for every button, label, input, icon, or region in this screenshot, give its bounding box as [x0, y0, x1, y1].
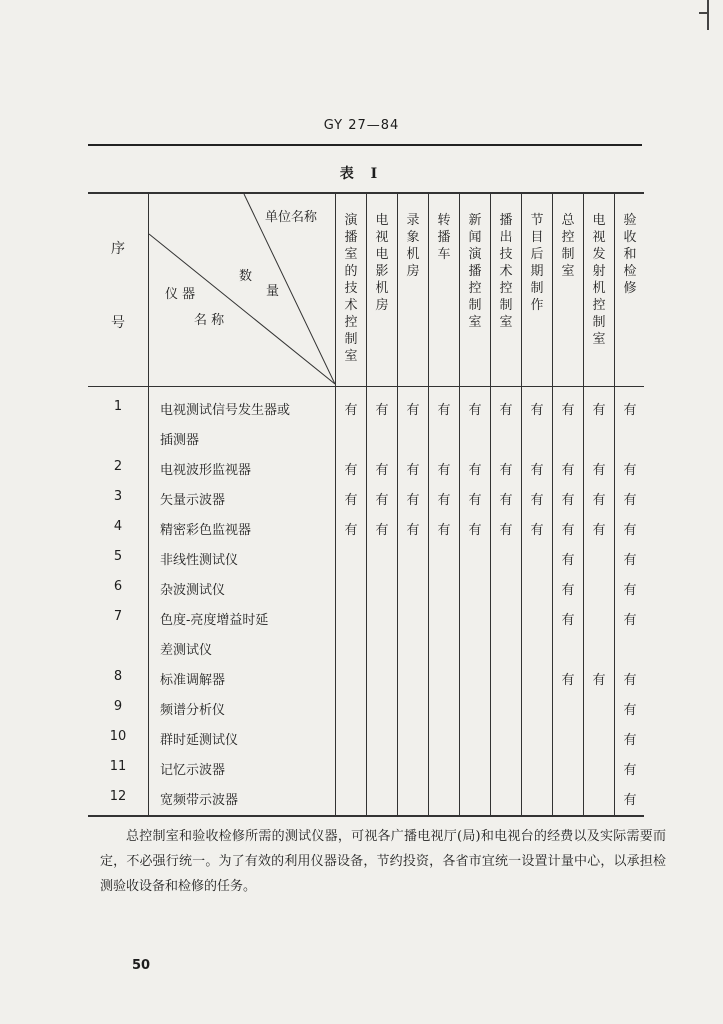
scan-edge-mark [699, 12, 709, 14]
instrument-name: 精密彩色监视器 [160, 523, 252, 538]
row-number: 8 [113, 669, 123, 684]
instrument-name: 标准调解器 [160, 673, 226, 688]
table-cell-mark: 有 [592, 403, 606, 418]
table-cell-mark: 有 [344, 463, 358, 478]
table-cell-mark: 有 [375, 493, 389, 508]
table-cell-mark: 有 [406, 403, 420, 418]
row-number: 9 [113, 699, 123, 714]
column-header: 总 控 制 室 [561, 213, 575, 279]
table-cell-mark: 有 [406, 523, 420, 538]
instrument-name: 差测试仪 [160, 643, 213, 658]
instrument-name: 电视测试信号发生器或 [160, 403, 291, 418]
row-number: 6 [113, 579, 123, 594]
corner-label-instrument: 仪 器 [165, 287, 196, 302]
table-cell-mark: 有 [499, 403, 513, 418]
table-bottom-border [88, 815, 644, 817]
column-header: 转 播 车 [437, 213, 451, 262]
table-cell-mark: 有 [499, 523, 513, 538]
table-cell-mark: 有 [623, 613, 637, 628]
table-cell-mark: 有 [375, 403, 389, 418]
column-header: 录 象 机 房 [406, 213, 420, 279]
column-header: 演 播 室 的 技 术 控 制 室 [344, 213, 358, 364]
table-cell-mark: 有 [530, 463, 544, 478]
row-number: 5 [113, 549, 123, 564]
table-cell-mark: 有 [406, 493, 420, 508]
table-cell-mark: 有 [499, 493, 513, 508]
table-cell-mark: 有 [561, 493, 575, 508]
instrument-name: 宽频带示波器 [160, 793, 239, 808]
column-header: 播 出 技 术 控 制 室 [499, 213, 513, 330]
table-cell-mark: 有 [561, 583, 575, 598]
seq-header: 序 [111, 241, 125, 257]
table-cell-mark: 有 [623, 673, 637, 688]
table-cell-mark: 有 [437, 403, 451, 418]
instrument-name: 频谱分析仪 [160, 703, 226, 718]
column-header: 新 闻 演 播 控 制 室 [468, 213, 482, 330]
table-cell-mark: 有 [561, 613, 575, 628]
table-cell-mark: 有 [468, 493, 482, 508]
column-header: 电 视 电 影 机 房 [375, 213, 389, 313]
table-cell-mark: 有 [406, 463, 420, 478]
table-cell-mark: 有 [344, 523, 358, 538]
table-cell-mark: 有 [437, 463, 451, 478]
column-header: 电 视 发 射 机 控 制 室 [592, 213, 606, 347]
table-cell-mark: 有 [592, 463, 606, 478]
table-cell-mark: 有 [623, 403, 637, 418]
column-header: 验 收 和 检 修 [623, 213, 637, 296]
table-cell-mark: 有 [468, 523, 482, 538]
corner-label-unit-name: 单位名称 [265, 210, 318, 225]
row-number: 10 [109, 729, 127, 744]
table-cell-mark: 有 [592, 523, 606, 538]
table-cell-mark: 有 [468, 463, 482, 478]
row-number: 1 [113, 399, 123, 414]
table-cell-mark: 有 [437, 493, 451, 508]
instrument-name: 记忆示波器 [160, 763, 226, 778]
corner-label-instrument: 名 称 [194, 313, 225, 328]
table-cell-mark: 有 [623, 493, 637, 508]
row-number: 4 [113, 519, 123, 534]
table-cell-mark: 有 [623, 553, 637, 568]
row-number: 7 [113, 609, 123, 624]
instrument-name: 非线性测试仪 [160, 553, 239, 568]
body-paragraph: 总控制室和验收检修所需的测试仪器，可视各广播电视厅(局)和电视台的经费以及实际需要而定，不必强行统一。为了有效的利用仪器设备，节约投资，各省市宜统一设置计量中心，以承担检测验收设备和检修的任务。 [100, 829, 666, 894]
row-number: 3 [113, 489, 123, 504]
scan-edge-mark [707, 0, 709, 30]
table-cell-mark: 有 [344, 493, 358, 508]
table-cell-mark: 有 [468, 403, 482, 418]
page-number: 50 [132, 958, 151, 973]
instrument-name: 矢量示波器 [160, 493, 226, 508]
table-cell-mark: 有 [623, 733, 637, 748]
table-cell-mark: 有 [530, 523, 544, 538]
table-cell-mark: 有 [375, 463, 389, 478]
table-cell-mark: 有 [561, 523, 575, 538]
table-cell-mark: 有 [499, 463, 513, 478]
table-cell-mark: 有 [561, 463, 575, 478]
row-number: 2 [113, 459, 123, 474]
seq-header: 号 [111, 315, 125, 331]
table-cell-mark: 有 [623, 463, 637, 478]
table-cell-mark: 有 [623, 583, 637, 598]
instrument-name: 色度-亮度增益时延 [160, 613, 269, 628]
top-rule [88, 144, 642, 146]
document-code: GY 27—84 [323, 118, 400, 133]
table-cell-mark: 有 [530, 403, 544, 418]
table-cell-mark: 有 [530, 493, 544, 508]
instrument-name: 群时延测试仪 [160, 733, 239, 748]
table-cell-mark: 有 [623, 793, 637, 808]
table-cell-mark: 有 [561, 673, 575, 688]
table-cell-mark: 有 [375, 523, 389, 538]
table-cell-mark: 有 [623, 703, 637, 718]
instrument-name: 电视波形监视器 [160, 463, 252, 478]
corner-label-quantity: 量 [266, 284, 280, 299]
instrument-name: 杂波测试仪 [160, 583, 226, 598]
table-cell-mark: 有 [561, 403, 575, 418]
row-number: 12 [109, 789, 127, 804]
table-title: 表 I [339, 166, 384, 182]
row-number: 11 [109, 759, 127, 774]
table-cell-mark: 有 [623, 763, 637, 778]
table-cell-mark: 有 [561, 553, 575, 568]
table-cell-mark: 有 [437, 523, 451, 538]
corner-label-quantity: 数 [239, 269, 253, 284]
instrument-name: 插测器 [160, 433, 200, 448]
table-cell-mark: 有 [592, 673, 606, 688]
table-cell-mark: 有 [592, 493, 606, 508]
column-header: 节 目 后 期 制 作 [530, 213, 544, 313]
table-cell-mark: 有 [344, 403, 358, 418]
table-cell-mark: 有 [623, 523, 637, 538]
